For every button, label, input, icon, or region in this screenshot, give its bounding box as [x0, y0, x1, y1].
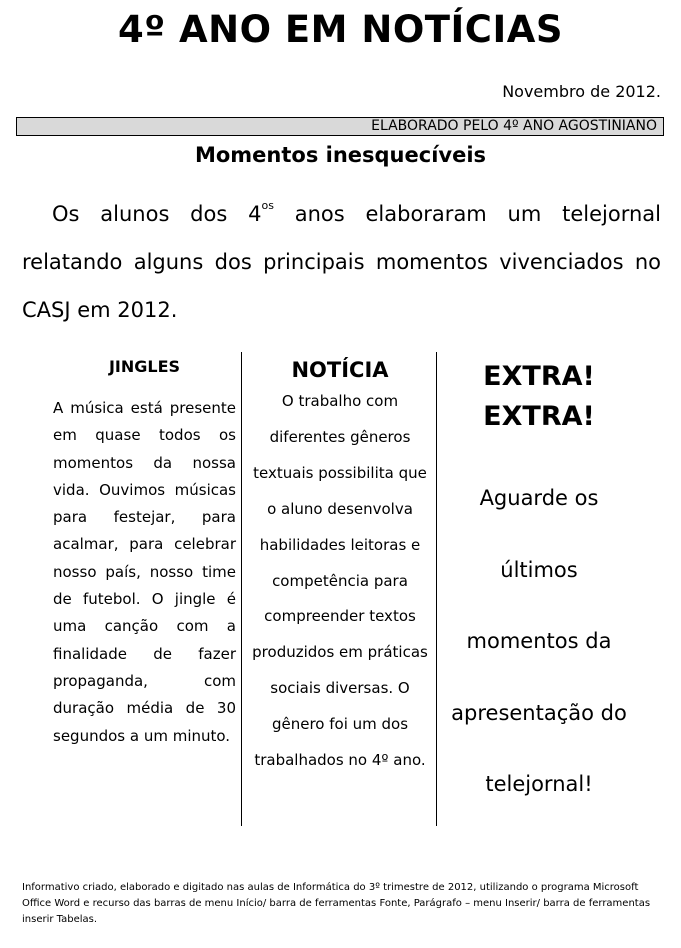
- article-subtitle: Momentos inesquecíveis: [194, 143, 487, 167]
- extra-column: [444, 357, 634, 821]
- intro-text-start: Os alunos dos 4: [52, 202, 262, 226]
- jingles-column: [53, 357, 236, 750]
- intro-superscript: os: [261, 199, 274, 212]
- noticia-column: [250, 356, 430, 779]
- publication-date: Novembro de 2012.: [502, 82, 661, 101]
- intro-paragraph: [22, 190, 661, 334]
- extra-heading: [444, 357, 634, 437]
- author-banner: ELABORADO PELO 4º ANO AGOSTINIANO: [16, 117, 664, 136]
- noticia-text: O trabalho com diferentes gêneros textuais possibilita que o aluno desenvolva habilidades leitoras e competência para compreender textos produzidos em práticas sociais diversas. O gênero foi um dos trabalhados no 4º ano.: [252, 392, 428, 770]
- intro-text-end: anos elaboraram um telejornal relatando alguns dos principais momentos vivenciados no CASJ em 2012.: [22, 202, 661, 322]
- extra-text: Aguarde os últimos momentos da apresentação do telejornal!: [451, 486, 627, 796]
- newsletter-title: 4º ANO EM NOTÍCIAS: [117, 8, 564, 51]
- jingles-heading: JINGLES: [108, 357, 181, 376]
- footer-note: Informativo criado, elaborado e digitado nas aulas de Informática do 3º trimestre de 2012, utilizando o programa Microsoft Office Word e recurso das barras de menu Início/ barra de ferramentas Fonte, Parágrafo – menu Inserir/ barra de ferramentas inserir Tabelas.: [22, 882, 651, 925]
- column-divider-right: [436, 352, 437, 826]
- extra-heading-line1: EXTRA!: [483, 361, 595, 392]
- extra-heading-line2: EXTRA!: [483, 401, 595, 432]
- column-divider-left: [241, 352, 242, 826]
- noticia-heading: NOTÍCIA: [291, 358, 389, 382]
- jingles-text: A música está presente em quase todos os momentos da nossa vida. Ouvimos músicas para festejar, para acalmar, para celebrar nosso país, nosso time de futebol. O jingle é uma canção com a finalidade de fazer propaganda, com duração média de 30 segundos a um minuto.: [53, 399, 236, 745]
